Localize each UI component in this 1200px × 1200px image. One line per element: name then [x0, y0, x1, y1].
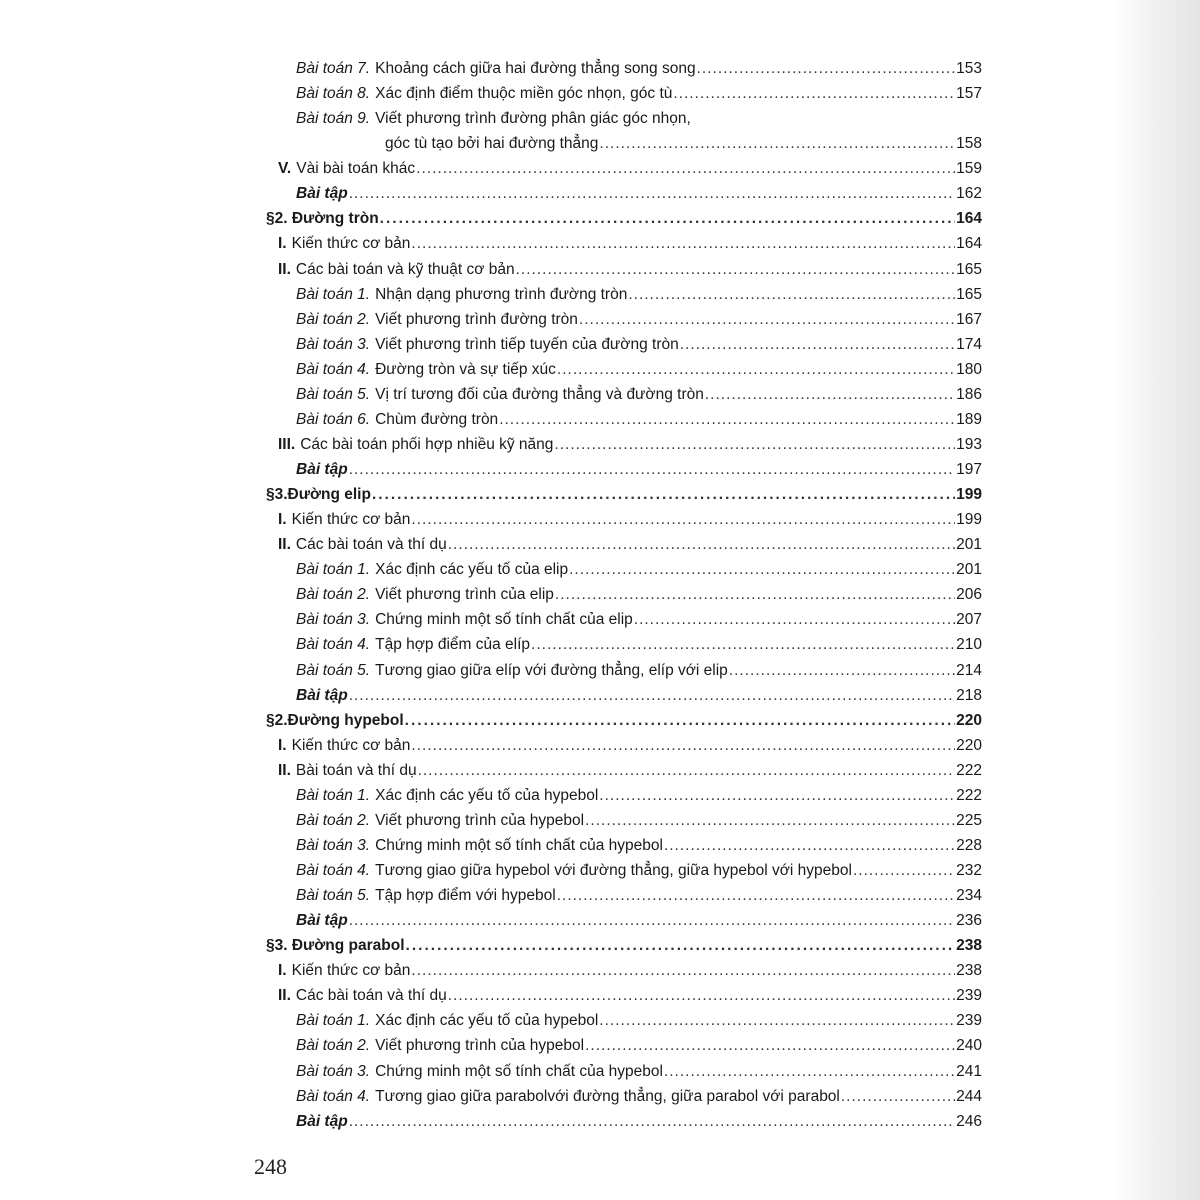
- toc-entry: [266, 1084, 982, 1109]
- toc-entry: [266, 983, 982, 1008]
- toc-entry: [266, 332, 982, 357]
- toc-entry-page: 180: [956, 360, 982, 378]
- toc-entry-label: Bài toán 9.: [296, 110, 371, 128]
- dot-leader: [579, 307, 955, 332]
- toc-entry-title: Bài tập: [296, 461, 348, 478]
- toc-entry: [266, 106, 982, 131]
- toc-entry-title: Các bài toán và thí dụ: [295, 987, 447, 1005]
- toc-entry-title: Các bài toán phối hợp nhiều kỹ năng: [300, 435, 554, 453]
- dot-leader: [634, 607, 955, 632]
- dot-leader: [628, 282, 955, 307]
- dot-leader: [406, 933, 956, 958]
- toc-entry-label: II.: [278, 987, 291, 1005]
- dot-leader: [405, 708, 955, 733]
- dot-leader: [448, 983, 955, 1008]
- toc-entry-label: Bài toán 5.: [296, 887, 371, 905]
- dot-leader: [585, 1033, 955, 1058]
- dot-leader: [411, 958, 955, 983]
- toc-entry-title: Các bài toán và kỹ thuật cơ bản: [295, 260, 515, 278]
- toc-entry: [266, 206, 982, 231]
- toc-entry-title: Xác định các yếu tố của hypebol: [375, 786, 599, 804]
- dot-leader: [841, 1084, 955, 1109]
- toc-entry-title: Xác định các yếu tố của hypebol: [375, 1012, 599, 1030]
- toc-entry: [266, 658, 982, 683]
- toc-entry-label: Bài toán 1.: [296, 285, 371, 303]
- toc-entry: [266, 1033, 982, 1058]
- dot-leader: [569, 557, 955, 582]
- toc-entry: [266, 933, 982, 958]
- dot-leader: [599, 131, 955, 156]
- toc-entry-title: Chứng minh một số tính chất của hypebol: [375, 836, 663, 854]
- toc-entry-page: 197: [956, 461, 982, 478]
- toc-entry-title: Chứng minh một số tính chất của elip: [375, 611, 633, 629]
- toc-entry: [266, 432, 982, 457]
- dot-leader: [380, 206, 955, 231]
- toc-entry-page: 158: [956, 135, 982, 153]
- toc-entry-page: 238: [956, 962, 982, 980]
- toc-entry-label: Bài toán 4.: [296, 636, 371, 654]
- toc-entry-page: 246: [956, 1112, 982, 1130]
- toc-entry-title: Các bài toán và thí dụ: [295, 536, 447, 554]
- toc-entry-page: 232: [956, 862, 982, 879]
- toc-entry-page: 225: [956, 811, 982, 829]
- toc-entry-label: Bài toán 1.: [296, 561, 371, 579]
- toc-entry-label: Bài toán 3.: [296, 335, 371, 353]
- toc-entry-label: Bài toán 3.: [296, 836, 371, 854]
- toc-entry: [266, 783, 982, 808]
- toc-entry-label: II.: [278, 260, 291, 278]
- toc-entry-title: §2. Đường tròn: [266, 210, 379, 228]
- toc-entry-page: 162: [956, 185, 982, 203]
- dot-leader: [554, 432, 955, 457]
- toc-entry: [266, 557, 982, 582]
- page-number: 248: [254, 1154, 287, 1179]
- dot-leader: [664, 833, 955, 858]
- toc-entry: [266, 582, 982, 607]
- toc-entry: [266, 683, 982, 708]
- dot-leader: [673, 81, 955, 106]
- toc-entry-page: 210: [956, 636, 982, 654]
- toc-entry-title: Khoảng cách giữa hai đường thẳng song song: [375, 60, 696, 77]
- toc-entry: [266, 708, 982, 733]
- toc-entry-title: Viết phương trình đường tròn: [375, 310, 578, 328]
- toc-entry-page: 241: [956, 1062, 982, 1080]
- dot-leader: [555, 582, 955, 607]
- toc-entry-label: Bài toán 1.: [296, 786, 371, 804]
- toc-entry-page: 238: [956, 937, 982, 955]
- toc-entry-page: 234: [956, 887, 982, 905]
- toc-entry-page: 153: [956, 60, 982, 77]
- dot-leader: [372, 482, 955, 507]
- toc-entry: [266, 733, 982, 758]
- toc-entry-title: §2.Đường hypebol: [266, 711, 404, 729]
- toc-entry-title: Kiến thức cơ bản: [291, 511, 411, 529]
- toc-entry-label: Bài toán 2.: [296, 310, 371, 328]
- toc-entry-title: Tương giao giữa hypebol với đường thẳng, giữa hypebol với hypebol: [375, 862, 852, 879]
- toc-entry: [266, 1109, 982, 1134]
- dot-leader: [853, 858, 955, 883]
- toc-entry-title: Nhận dạng phương trình đường tròn: [375, 285, 628, 303]
- toc-entry-title: Tập hợp điểm của elíp: [375, 636, 531, 654]
- toc-entry: [266, 1059, 982, 1084]
- toc-entry-label: Bài toán 3.: [296, 611, 371, 629]
- dot-leader: [499, 407, 955, 432]
- toc-entry: [266, 808, 982, 833]
- toc-entry-title: Tương giao giữa parabolvới đường thẳng, giữa parabol với parabol: [375, 1087, 840, 1105]
- toc-entry: [266, 833, 982, 858]
- table-of-contents: [266, 56, 982, 1134]
- toc-entry: [266, 131, 982, 156]
- toc-entry: [266, 56, 982, 81]
- dot-leader: [557, 357, 955, 382]
- toc-entry: [266, 607, 982, 632]
- toc-entry-title: góc tù tạo bởi hai đường thẳng: [385, 135, 599, 153]
- toc-entry-page: 174: [956, 335, 982, 353]
- toc-entry-title: Xác định điểm thuộc miền góc nhọn, góc tù: [375, 85, 673, 103]
- toc-entry: [266, 482, 982, 507]
- toc-entry-title: Viết phương trình của elip: [375, 586, 554, 604]
- toc-entry-page: 189: [956, 410, 982, 428]
- dot-leader: [349, 181, 955, 206]
- toc-entry-title: Bài tập: [296, 185, 348, 203]
- toc-entry-label: I.: [278, 962, 287, 980]
- toc-entry: [266, 1008, 982, 1033]
- toc-entry-title: Tương giao giữa elíp với đường thẳng, elíp với elip: [375, 661, 728, 679]
- toc-entry-page: 199: [956, 511, 982, 529]
- dot-leader: [448, 532, 955, 557]
- dot-leader: [697, 56, 956, 81]
- toc-entry-page: 157: [956, 85, 982, 103]
- toc-entry: [266, 758, 982, 783]
- toc-entry: [266, 282, 982, 307]
- dot-leader: [516, 257, 956, 282]
- toc-entry-title: Bài tập: [296, 912, 348, 930]
- toc-entry-page: 214: [956, 661, 982, 679]
- toc-entry-page: 165: [956, 260, 982, 278]
- toc-entry-title: Vài bài toán khác: [296, 160, 416, 178]
- dot-leader: [531, 632, 955, 657]
- dot-leader: [585, 808, 955, 833]
- toc-entry-label: II.: [278, 761, 291, 779]
- toc-entry-label: I.: [278, 235, 287, 253]
- toc-entry-title: Kiến thức cơ bản: [291, 736, 411, 754]
- toc-entry: [266, 257, 982, 282]
- toc-entry-title: Viết phương trình của hypebol: [375, 811, 585, 829]
- toc-entry-page: 222: [956, 761, 982, 779]
- dot-leader: [680, 332, 955, 357]
- toc-entry: [266, 883, 982, 908]
- toc-entry-label: Bài toán 6.: [296, 410, 371, 428]
- toc-entry-title: Xác định các yếu tố của elip: [375, 561, 569, 579]
- toc-entry-page: 240: [956, 1037, 982, 1055]
- toc-entry-title: Viết phương trình tiếp tuyến của đường tròn: [375, 335, 679, 353]
- toc-entry: [266, 156, 982, 181]
- dot-leader: [411, 733, 955, 758]
- dot-leader: [599, 783, 955, 808]
- dot-leader: [705, 382, 955, 407]
- toc-entry-label: Bài toán 7.: [296, 60, 371, 77]
- dot-leader: [349, 908, 955, 933]
- toc-entry-title: Bài tập: [296, 1112, 348, 1130]
- toc-entry-title: Vị trí tương đối của đường thẳng và đường tròn: [375, 385, 704, 403]
- dot-leader: [349, 457, 955, 482]
- toc-entry-page: 167: [956, 310, 982, 328]
- toc-entry-label: V.: [278, 160, 292, 178]
- toc-entry-label: Bài toán 2.: [296, 1037, 371, 1055]
- toc-entry-page: 222: [956, 786, 982, 804]
- toc-entry: [266, 507, 982, 532]
- toc-entry-label: Bài toán 5.: [296, 385, 371, 403]
- dot-leader: [349, 1109, 955, 1134]
- toc-entry: [266, 407, 982, 432]
- toc-entry-title: Đường tròn và sự tiếp xúc: [375, 360, 556, 378]
- toc-entry: [266, 307, 982, 332]
- dot-leader: [349, 683, 955, 708]
- toc-entry-title: Chứng minh một số tính chất của hypebol: [375, 1062, 663, 1080]
- toc-entry-label: III.: [278, 435, 296, 453]
- toc-entry-page: 207: [956, 611, 982, 629]
- page-edge-shadow: [1000, 0, 1200, 1200]
- toc-entry-page: 218: [956, 686, 982, 704]
- toc-entry-label: Bài toán 4.: [296, 862, 371, 879]
- toc-entry-title: Kiến thức cơ bản: [291, 235, 411, 253]
- toc-entry: [266, 457, 982, 482]
- toc-entry: [266, 908, 982, 933]
- toc-entry-page: 239: [956, 1012, 982, 1030]
- toc-entry: [266, 357, 982, 382]
- toc-entry-page: 220: [956, 736, 982, 754]
- dot-leader: [664, 1059, 955, 1084]
- toc-entry: [266, 382, 982, 407]
- dot-leader: [411, 231, 955, 256]
- toc-entry-page: 193: [956, 435, 982, 453]
- dot-leader: [416, 156, 955, 181]
- toc-entry-title: Bài tập: [296, 686, 348, 704]
- toc-entry-page: 239: [956, 987, 982, 1005]
- dot-leader: [599, 1008, 955, 1033]
- toc-entry-label: Bài toán 5.: [296, 661, 371, 679]
- dot-leader: [418, 758, 956, 783]
- toc-entry: [266, 231, 982, 256]
- toc-entry-label: Bài toán 8.: [296, 85, 371, 103]
- toc-entry-label: I.: [278, 736, 287, 754]
- toc-entry-title: Tập hợp điểm với hypebol: [375, 887, 556, 905]
- toc-entry-label: Bài toán 1.: [296, 1012, 371, 1030]
- toc-entry: [266, 958, 982, 983]
- toc-entry-label: Bài toán 2.: [296, 586, 371, 604]
- dot-leader: [411, 507, 955, 532]
- toc-entry-title: §3.Đường elip: [266, 486, 371, 504]
- toc-entry-label: Bài toán 3.: [296, 1062, 371, 1080]
- toc-entry-label: I.: [278, 511, 287, 529]
- toc-entry-title: Viết phương trình đường phân giác góc nhọn,: [375, 110, 691, 128]
- toc-entry-page: 164: [956, 235, 982, 253]
- toc-entry-label: Bài toán 4.: [296, 1087, 371, 1105]
- toc-entry-page: 159: [956, 160, 982, 178]
- dot-leader: [557, 883, 955, 908]
- toc-entry: [266, 81, 982, 106]
- toc-entry-page: 186: [956, 385, 982, 403]
- toc-entry-page: 244: [956, 1087, 982, 1105]
- toc-entry-page: 228: [956, 836, 982, 854]
- toc-entry-label: II.: [278, 536, 291, 554]
- dot-leader: [729, 658, 955, 683]
- toc-entry-page: 164: [956, 210, 982, 228]
- toc-entry: [266, 532, 982, 557]
- toc-entry: [266, 632, 982, 657]
- toc-entry-page: 165: [956, 285, 982, 303]
- toc-entry-label: Bài toán 2.: [296, 811, 371, 829]
- toc-entry-page: 201: [956, 536, 982, 554]
- toc-entry-title: Bài toán và thí dụ: [295, 761, 417, 779]
- toc-entry-page: 201: [956, 561, 982, 579]
- toc-entry: [266, 858, 982, 883]
- toc-entry-page: 220: [956, 711, 982, 729]
- toc-entry-page: 199: [956, 486, 982, 504]
- toc-entry-title: Kiến thức cơ bản: [291, 962, 411, 980]
- toc-entry-label: Bài toán 4.: [296, 360, 371, 378]
- toc-entry-title: Chùm đường tròn: [375, 410, 499, 428]
- toc-entry-page: 236: [956, 912, 982, 930]
- toc-entry-title: §3. Đường parabol: [266, 937, 405, 955]
- toc-entry: [266, 181, 982, 206]
- toc-entry-title: Viết phương trình của hypebol: [375, 1037, 585, 1055]
- toc-entry-page: 206: [956, 586, 982, 604]
